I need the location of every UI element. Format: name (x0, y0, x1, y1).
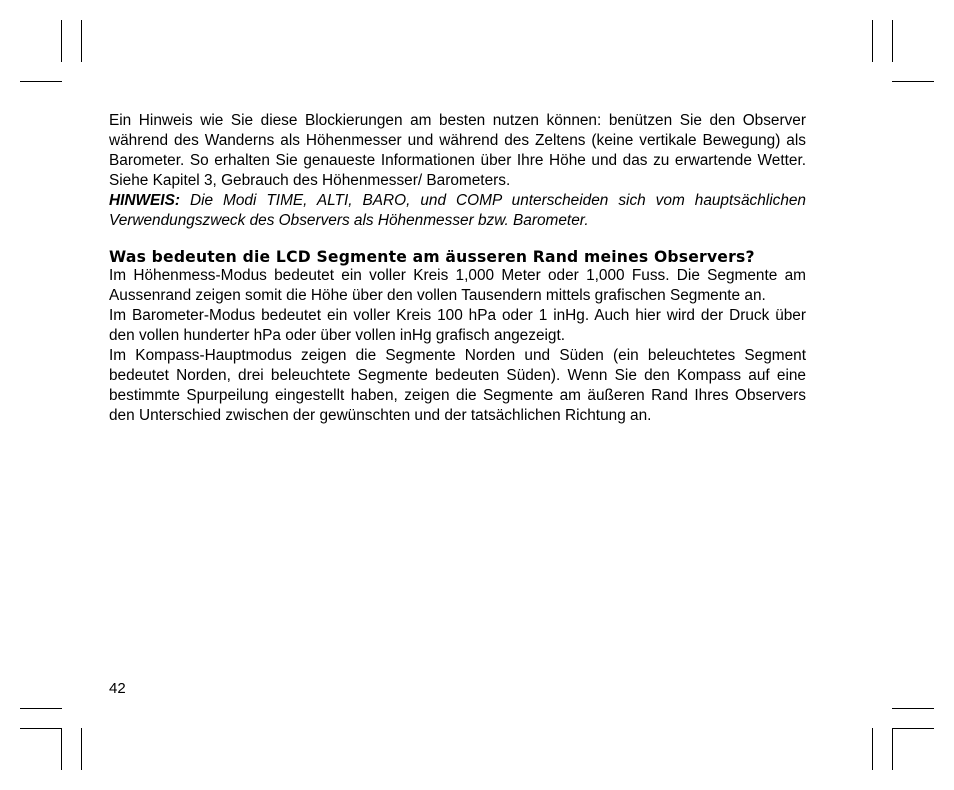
intro-paragraph: Ein Hinweis wie Sie diese Blockierungen am besten nutzen können: benützen Sie den Observer während des Wanderns als Höhenmesser und während des Zeltens (keine vertikale Bewegung) als Barometer. So erhalten Sie genaueste Informationen über Ihre Höhe und das zu erwartende Wetter. Siehe Kapitel 3, Gebrauch des Höhenmesser/ Barometers. (109, 112, 806, 189)
crop-mark (81, 20, 82, 62)
note-text: Die Modi TIME, ALTI, BARO, und COMP unterscheiden sich vom hauptsächlichen Verwendungszweck des Observers als Höhenmesser bzw. Barometer. (109, 192, 806, 229)
compass-paragraph: Im Kompass-Hauptmodus zeigen die Segmente Norden und Süden (ein beleuchtetes Segment bedeutet Norden, drei beleuchtete Segmente bedeuten Süden). Wenn Sie den Kompass auf eine bestimmte Spurpeilung eingestellt haben, zeigen die Segmente am äußeren Rand Ihres Observers den Unterschied zwischen der gewünschten und der tatsächlichen Richtung an. (109, 347, 806, 424)
crop-mark (892, 728, 893, 770)
crop-mark (61, 728, 62, 770)
barometer-paragraph: Im Barometer-Modus bedeutet ein voller Kreis 100 hPa oder 1 inHg. Auch hier wird der Druck über den vollen hunderter hPa oder über vollen inHg grafisch angezeigt. (109, 307, 806, 344)
crop-mark (20, 708, 62, 709)
crop-mark (20, 728, 62, 729)
crop-mark (20, 81, 62, 82)
note-paragraph (109, 191, 806, 231)
crop-mark (892, 81, 934, 82)
crop-mark (81, 728, 82, 770)
crop-mark (892, 20, 893, 62)
section-heading: Was bedeuten die LCD Segmente am äusseren Rand meines Observers? (109, 248, 755, 266)
crop-mark (872, 20, 873, 62)
crop-mark (892, 728, 934, 729)
crop-mark (61, 20, 62, 62)
crop-mark (892, 708, 934, 709)
page-number: 42 (109, 680, 126, 697)
page-content (109, 111, 806, 426)
crop-mark (872, 728, 873, 770)
note-label: HINWEIS: (109, 192, 180, 209)
altimeter-paragraph: Im Höhenmess-Modus bedeutet ein voller Kreis 1,000 Meter oder 1,000 Fuss. Die Segmente am Aussenrand zeigen somit die Höhe über den vollen Tausendern mittels grafischen Segmente an. (109, 267, 806, 304)
